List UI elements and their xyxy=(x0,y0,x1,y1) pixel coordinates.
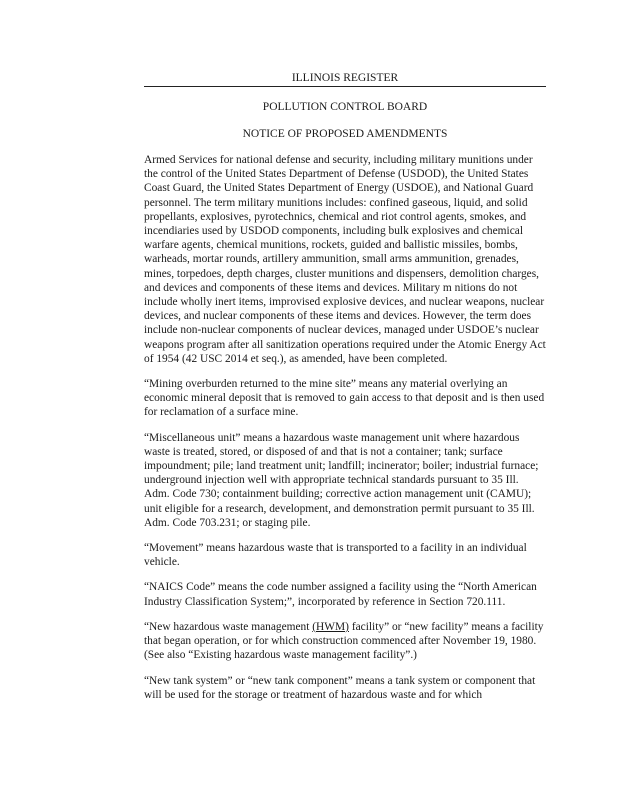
paragraph-military-munitions: Armed Services for national defense and security, including military munitions under the control of the United States Department of Defense (USDOD), the United States Coast Guard, the United States Department of Energy (USDOE), and National Guard personnel. The term military munitions includes: confined gaseous, liquid, and solid propellants, explosives, pyrotechnics, chemical and riot control agents, smokes, and incendiaries used by USDOD components, including bulk explosives and chemical warfare agents, chemical munitions, rockets, guided and ballistic missiles, bombs, warheads, mortar rounds, artillery ammunition, small arms ammunition, grenades, mines, torpedoes, depth charges, cluster munitions and dispensers, demolition charges, and devices and components of these items and devices. Military m nitions do not include wholly inert items, improvised explosive devices, and nuclear weapons, nuclear devices, and nuclear components of these items and devices. However, the term does include non-nuclear components of nuclear devices, managed under USDOE’s nuclear weapons program after all sanitization operations required under the Atomic Energy Act of 1954 (42 USC 2014 et seq.), as amended, have been completed. xyxy=(144,154,546,365)
board-title: POLLUTION CONTROL BOARD xyxy=(262,101,428,113)
register-header: ILLINOIS REGISTER xyxy=(144,72,546,87)
new-hwm-text-start: “New hazardous waste management xyxy=(144,620,313,633)
paragraph-naics-code: “NAICS Code” means the code number assigned a facility using the “North American Industry Classification System;”, incorporated by reference in Section 720.111. xyxy=(144,581,537,608)
paragraph-new-hwm-facility xyxy=(144,620,546,663)
notice-title: NOTICE OF PROPOSED AMENDMENTS xyxy=(242,128,448,140)
hwm-underlined-term: (HWM) xyxy=(312,620,349,633)
paragraph-mining-overburden: “Mining overburden returned to the mine site” means any material overlying an economic mineral deposit that is removed to gain access to that deposit and is then used for reclamation of a surface mine. xyxy=(144,378,545,419)
paragraph-new-tank-system: “New tank system” or “new tank component” means a tank system or component that will be used for the storage or treatment of hazardous waste and for which xyxy=(144,674,536,701)
new-hwm-text-end: facility” or “new facility” means a facility that began operation, or for which construction commenced after November 19, 1980. (See also “Existing hazardous waste management facility”.) xyxy=(144,620,544,662)
document-body xyxy=(144,153,546,713)
paragraph-miscellaneous-unit: “Miscellaneous unit” means a hazardous waste management unit where hazardous waste is treated, stored, or disposed of and that is not a container; tank; surface impoundment; pile; land treatment unit; landfill; incinerator; boiler; industrial furnace; underground injection well with appropriate technical standards pursuant to 35 Ill. Adm. Code 730; containment building; corrective action management unit (CAMU); unit eligible for a research, development, and demonstration permit pursuant to 35 Ill. Adm. Code 703.231; or staging pile. xyxy=(144,431,539,529)
paragraph-movement: “Movement” means hazardous waste that is transported to a facility in an individual vehicle. xyxy=(144,542,527,569)
